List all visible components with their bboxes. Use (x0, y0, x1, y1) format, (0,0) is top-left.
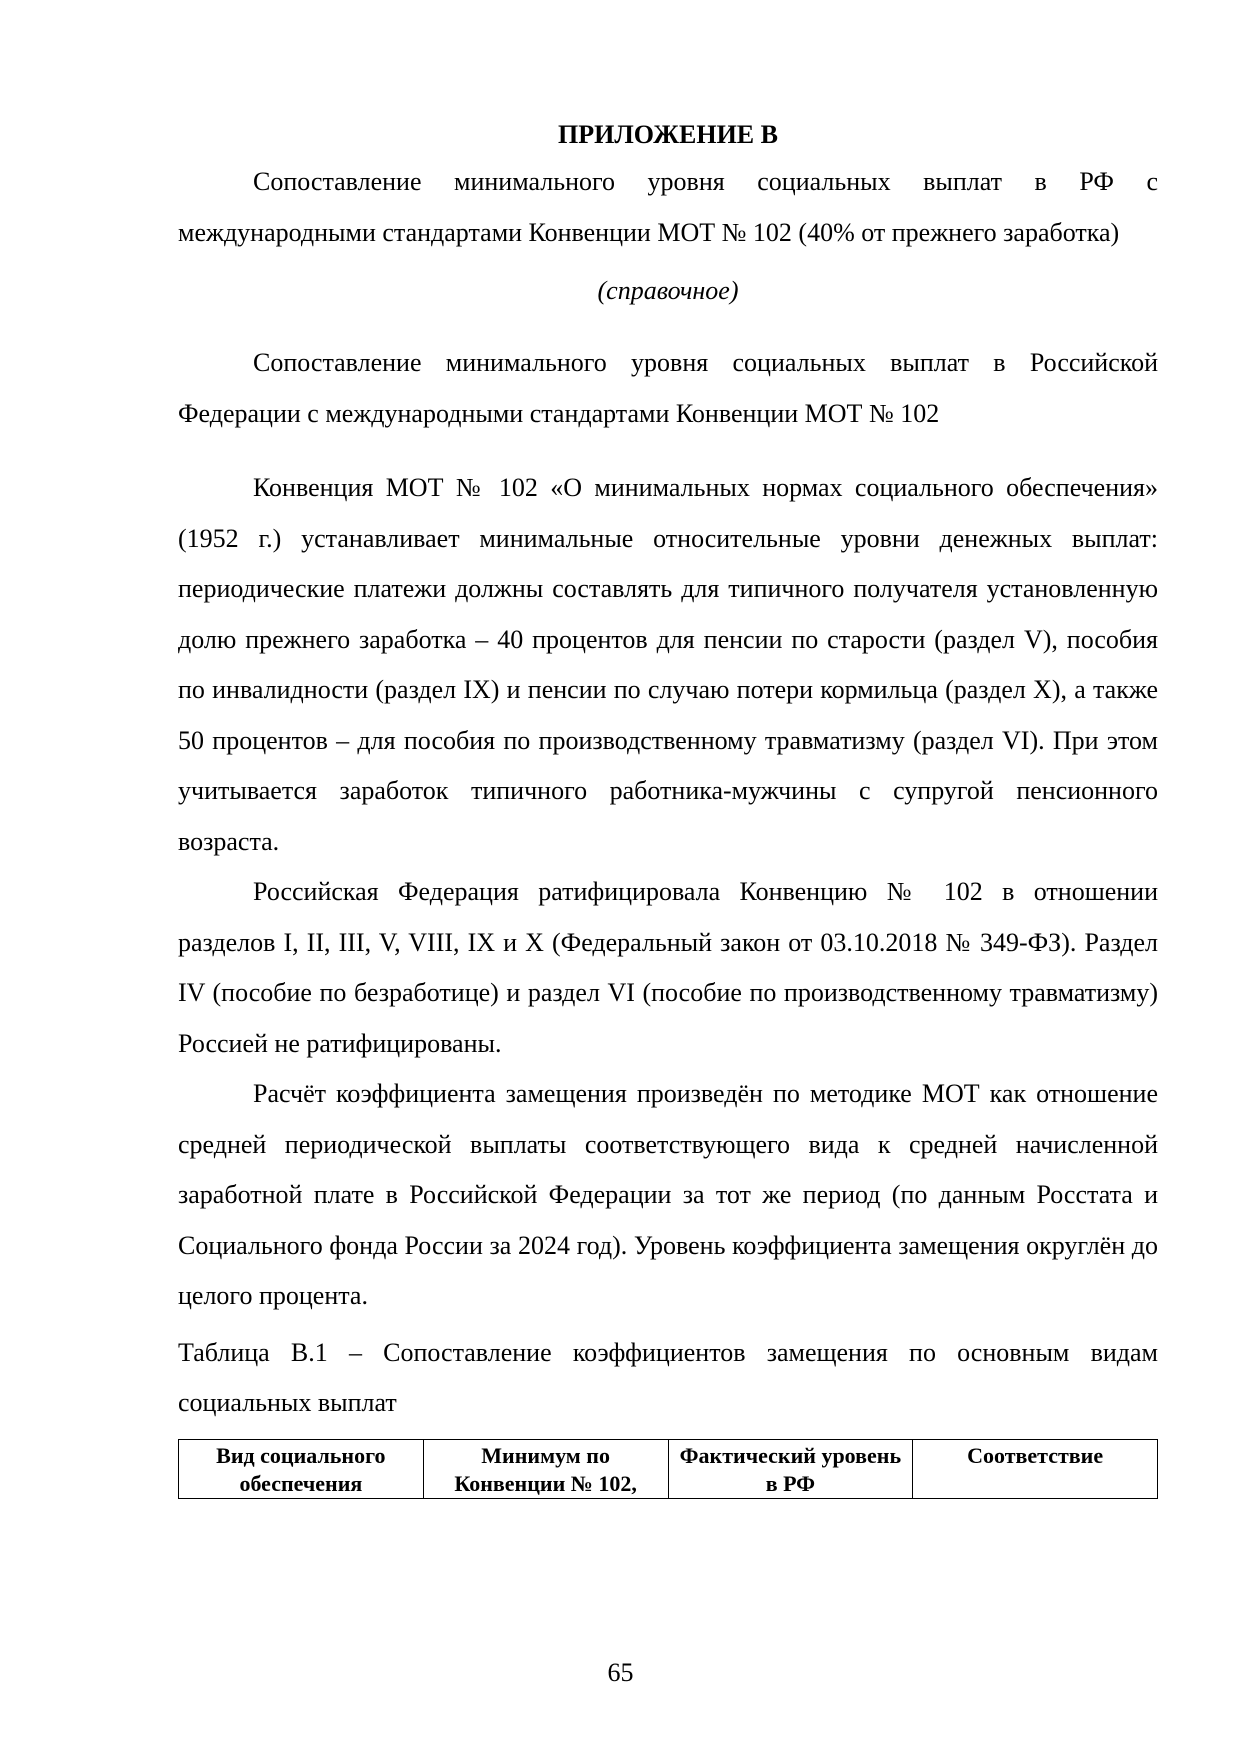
comparison-table (178, 1439, 1158, 1499)
table-header-cell: Соответствие (913, 1439, 1158, 1498)
appendix-title: ПРИЛОЖЕНИЕ В (558, 120, 778, 149)
page-content (178, 117, 1158, 1499)
page-number: 65 (607, 1658, 634, 1687)
table-header-cell: Вид социального обеспечения (179, 1439, 424, 1498)
table-header-row (179, 1439, 1158, 1498)
section-heading: Сопоставление минимального уровня социальных выплат в Российской Федерации с международными стандартами Конвенции МОТ № 102 (178, 348, 1158, 428)
paragraph: Российская Федерация ратифицировала Конвенцию № 102 в отношении разделов I, II, III, V, VIII, IX и X (Федеральный закон от 03.10.2018 № 349-ФЗ). Раздел IV (пособие по безработице) и раздел VI (пособие по производственному травматизму) Россией не ратифицированы. (178, 877, 1158, 1058)
paragraph: Расчёт коэффициента замещения произведён по методике МОТ как отношение средней периодической выплаты соответствующего вида к средней начисленной заработной плате в Российской Федерации за тот же период (по данным Росстата и Социального фонда России за 2024 год). Уровень коэффициента замещения округлён до целого процента. (178, 1079, 1158, 1310)
appendix-heading: Сопоставление минимального уровня социальных выплат в РФ с международными стандартами Конвенции МОТ № 102 (40% от прежнего заработка) (178, 167, 1158, 247)
table-header-cell: Минимум по Конвенции № 102, (423, 1439, 668, 1498)
table-header-cell: Фактический уровень в РФ (668, 1439, 913, 1498)
table-caption: Таблица В.1 – Сопоставление коэффициентов замещения по основным видам социальных выплат (178, 1337, 1158, 1417)
paragraph: Конвенция МОТ № 102 «О минимальных нормах социального обеспечения» (1952 г.) устанавливает минимальные относительные уровни денежных выплат: периодические платежи должны составлять для типичного получателя установленную долю прежнего заработка – 40 процентов для пенсии по старости (раздел V), пособия по инвалидности (раздел IX) и пенсии по случаю потери кормильца (раздел X), а также 50 процентов – для пособия по производственному травматизму (раздел VI). При этом учитывается заработок типичного работника-мужчины с супругой пенсионного возраста. (178, 473, 1158, 856)
appendix-status: (справочное) (597, 276, 739, 305)
